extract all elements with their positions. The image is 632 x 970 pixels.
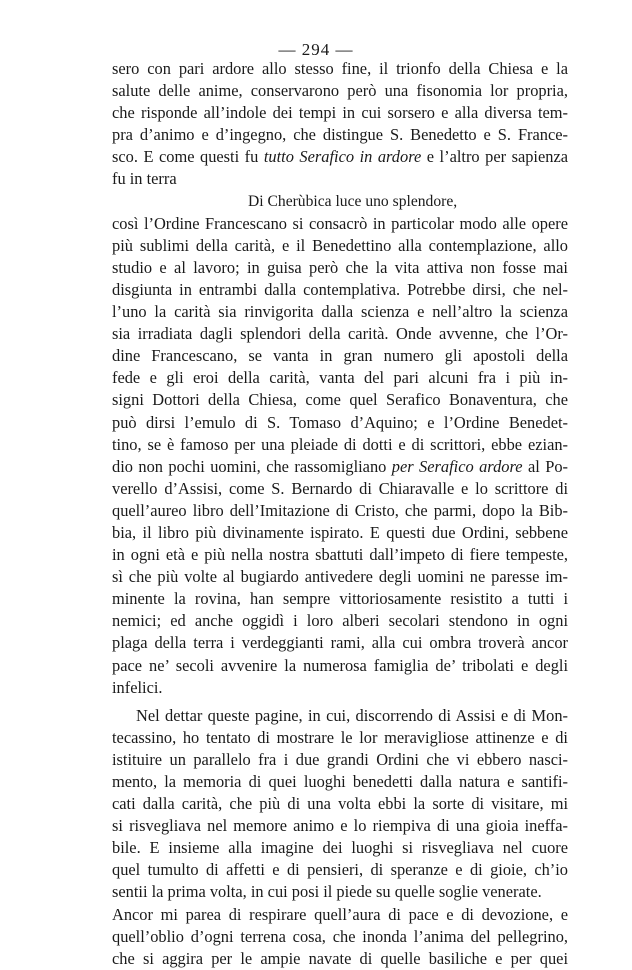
text-line	[112, 815, 568, 837]
text-segment: e l’altro per sapienza	[421, 147, 568, 167]
text-segment: disgiunta in entrambi dalla contemplativa. Potrebbe dirsi, che nel-	[112, 279, 568, 299]
text-segment: fu in terra	[112, 169, 177, 189]
text-line	[112, 500, 568, 522]
text-segment: verello d’Assisi, come S. Bernardo di Chiaravalle e lo scrittore di	[112, 478, 568, 498]
text-segment: minente la rovina, han sempre vittoriosamente resistito a tutti i	[112, 589, 568, 609]
text-line	[112, 904, 568, 926]
text-segment: fede e gli eroi della carità, vanta del pari alcuni fra i più in-	[112, 368, 568, 388]
text-line	[112, 323, 568, 345]
text-line	[112, 632, 568, 654]
text-segment: Ancor mi parea di respirare quell’aura di pace e di devozione, e	[112, 904, 568, 924]
text-segment: infelici.	[112, 677, 163, 697]
text-segment: che risponde all’indole dei tempi in cui sorsero e alla diversa tem-	[112, 103, 568, 123]
italic-phrase: tutto Serafico in ardore	[263, 147, 422, 167]
text-line	[112, 948, 568, 970]
text-line	[112, 588, 568, 610]
text-segment: pace ne’ secoli avvenire la numerosa famiglia de’ tribolati e degli	[112, 655, 568, 675]
text-line	[112, 522, 568, 544]
text-line	[112, 456, 568, 478]
text-segment: plaga della terra i verdeggianti rami, alla cui ombra troverà ancor	[112, 633, 568, 653]
text-line	[112, 727, 568, 749]
text-segment: più sublimi della carità, e il Benedettino alla contemplazione, allo	[112, 235, 568, 255]
text-segment: quel tumulto di affetti e di pensieri, di speranze e di gioie, ch’io	[112, 860, 568, 880]
text-line	[112, 367, 568, 389]
text-line	[112, 677, 568, 699]
text-segment: al Po-	[522, 456, 568, 476]
text-segment: bile. E insieme alla imagine dei luoghi si risvegliava nel cuore	[112, 838, 568, 858]
text-segment: sco. E come questi fu	[112, 147, 264, 167]
text-segment: può dirsi l’emulo di S. Tomaso d’Aquino; e l’Ordine Benedet-	[112, 412, 568, 432]
text-segment: sia irradiata dagli splendori della carità. Onde avvenne, che l’Or-	[112, 324, 568, 344]
italic-phrase: per Serafico ardore	[391, 456, 523, 476]
text-segment: l’uno la carità sia rinvigorita dalla scienza e nell’altro la scienza	[112, 302, 568, 322]
text-line	[112, 749, 568, 771]
text-segment: dine Francescano, se vanta in gran numero gli apostoli della	[112, 346, 568, 366]
text-line	[112, 412, 568, 434]
text-line	[112, 146, 568, 168]
text-line	[112, 279, 568, 301]
verse-line	[112, 191, 568, 213]
text-segment: bia, il libro più divinamente ispirato. E questi due Ordini, sebbene	[112, 522, 568, 542]
text-line	[112, 257, 568, 279]
text-segment: sì che più volte al bugiardo antivedere degli uomini ne paresse im-	[112, 567, 568, 587]
text-segment: Nel dettar queste pagine, in cui, discorrendo di Assisi e di Mon-	[136, 705, 568, 725]
text-line	[112, 881, 568, 903]
text-line	[112, 566, 568, 588]
body-text	[112, 58, 568, 970]
text-line	[112, 345, 568, 367]
text-line	[112, 102, 568, 124]
text-segment: tino, se è famoso per una pleiade di dotti e di scrittori, ebbe ezian-	[112, 434, 568, 454]
text-segment: sero con pari ardore allo stesso fine, il trionfo della Chiesa e la	[112, 59, 568, 78]
text-line	[112, 926, 568, 948]
text-line	[112, 235, 568, 257]
text-line	[112, 80, 568, 102]
text-line	[112, 837, 568, 859]
text-segment: studio e al lavoro; in guisa però che la vita attiva non fosse mai	[112, 257, 568, 277]
text-segment: tecassino, ho tentato di mostrare le lor meravigliose attinenze e di	[112, 727, 568, 747]
text-segment: nemici; ed anche oggidì i loro alberi secolari stendono in ogni	[112, 611, 568, 631]
text-segment: cati dalla carità, che più di una volta ebbi la sorte di visitare, mi	[112, 794, 568, 814]
text-line	[112, 771, 568, 793]
text-segment: Di Cherùbica luce uno splendore,	[248, 192, 458, 210]
text-line	[112, 124, 568, 146]
text-segment: quell’oblio d’ogni terrena cosa, che inonda l’anima del pellegrino,	[112, 926, 568, 946]
text-line	[112, 655, 568, 677]
page-number: — 294 —	[278, 40, 354, 59]
text-line	[112, 58, 568, 80]
text-segment: si risvegliava nel memore animo e lo riempiva di una gioia ineffa-	[112, 816, 568, 836]
text-segment: dio non pochi uomini, che rassomigliano	[112, 456, 392, 476]
text-segment: pra d’animo e d’ingegno, che distingue S. Benedetto e S. France-	[112, 125, 568, 145]
text-line	[112, 478, 568, 500]
text-segment: mento, la memoria di quei luoghi benedetti dalla natura e santifi-	[112, 772, 568, 791]
text-segment: signi Dottori della Chiesa, come quel Serafico Bonaventura, che	[112, 390, 568, 410]
text-line	[112, 793, 568, 815]
text-line	[112, 705, 568, 727]
text-segment: quell’aureo libro dell’Imitazione di Cristo, che parmi, dopo la Bib-	[112, 500, 568, 520]
text-line	[112, 434, 568, 456]
text-line	[112, 301, 568, 323]
text-segment: così l’Ordine Francescano si consacrò in particolar modo alle opere	[112, 213, 568, 233]
text-segment: in ogni età e più nella nostra sbattuti dall’impeto di fiere tempeste,	[112, 545, 568, 565]
text-segment: istituire un parallelo fra i due grandi Ordini che vi ebbero nasci-	[112, 749, 568, 769]
text-line	[112, 168, 568, 190]
text-line	[112, 610, 568, 632]
text-line	[112, 389, 568, 411]
text-line	[112, 213, 568, 235]
text-segment: che si aggira per le ampie navate di quelle basiliche e per quei	[112, 948, 568, 968]
text-segment: sentii la prima volta, in cui posi il piede su quelle soglie venerate.	[112, 882, 542, 902]
text-segment: salute delle anime, conservarono però una fisonomia lor propria,	[112, 81, 568, 101]
text-line	[112, 859, 568, 881]
text-line	[112, 544, 568, 566]
